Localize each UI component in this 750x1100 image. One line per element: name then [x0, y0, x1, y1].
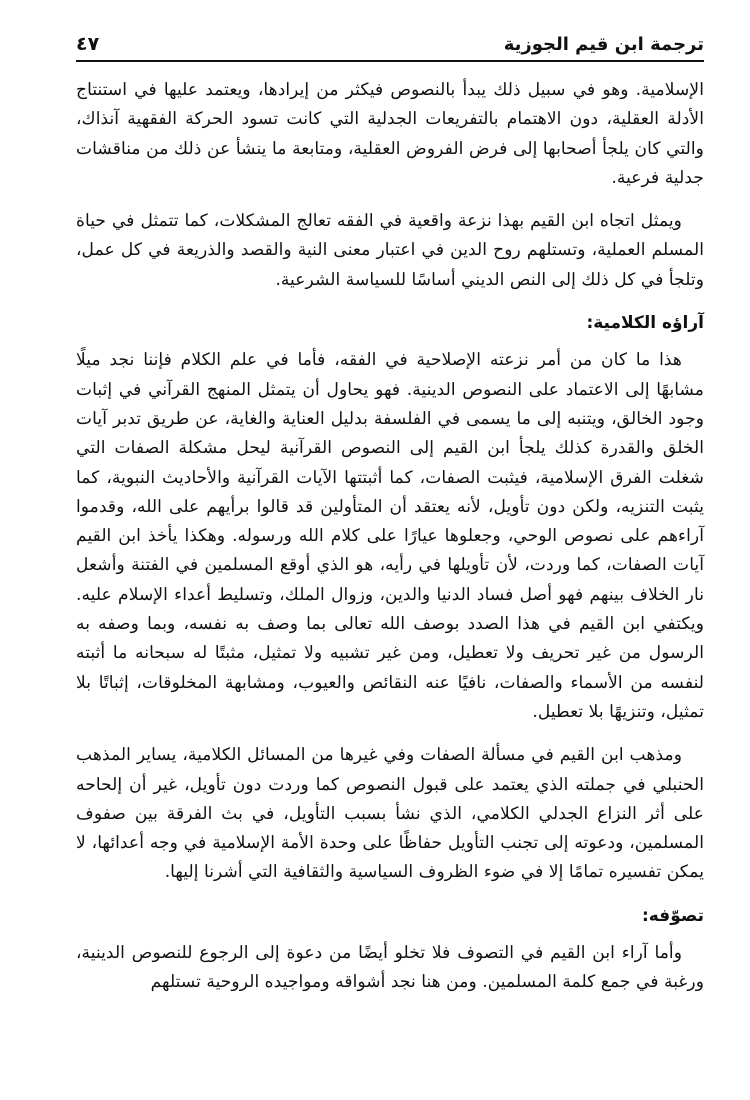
paragraph: وأما آراء ابن القيم في التصوف فلا تخلو أيضًا من دعوة إلى الرجوع للنصوص الدينية، ورغبة في جمع كلمة المسلمين. ومن هنا نجد أشواقه ومواجيده الروحية تستلهم: [76, 943, 704, 993]
running-title: ترجمة ابن قيم الجوزية: [503, 33, 704, 55]
paragraph: ويمثل اتجاه ابن القيم بهذا نزعة واقعية في الفقه تعالج المشكلات، كما تتمثل في حياة المسلم العملية، وتستلهم روح الدين في اعتبار معنى النية والقصد والذريعة في كل عمل، وتلجأ في كل ذلك إلى النص الديني أساسًا للسياسة الشرعية.: [76, 211, 704, 290]
paragraph: هذا ما كان من أمر نزعته الإصلاحية في الفقه، فأما في علم الكلام فإننا نجد ميلًا مشابهًا إلى الاعتماد على النصوص الدينية. فهو يحاول أن يتمثل المنهج القرآني في إثبات وجود الخالق، ويتنبه إلى ما يسمى في الفلسفة بدليل العناية والغاية، عن طريق تدبر آيات الخلق والقدرة كذلك يلجأ ابن القيم إلى النصوص القرآنية ليحل مشكلة الصفات التي شغلت الفرق الإسلامية، فيثبت الصفات، كما أثبتتها الآيات القرآنية والأحاديث النبوية، كما يثبت التنزيه، ولكن دون تأويل، لأنه يعتقد أن المتأولين قد قالوا برأيهم على الله، وقدموا آراءهم على نصوص الوحي، وجعلوها عيارًا على كلام الله ورسوله. وهكذا يأخذ ابن القيم آيات الصفات، كما وردت، لأن تأويلها في رأيه، هو الذي أوقع المسلمين في الفتنة وأشعل نار الخلاف بينهم فهو أصل فساد الدنيا والدين، وزوال الملك، وتسليط أعداء الإسلام عليه. ويكتفي ابن القيم في هذا الصدد بوصف الله تعالى بما وصف به نفسه، وبما وصفه به الرسول من غير تحريف ولا تعطيل، ومن غير تشبيه ولا تمثيل، مثبتًا له سبحانه ما أثبته لنفسه من الأسماء والصفات، نافيًا عنه النقائص والعيوب، ومشابهة المخلوقات، إثباتًا بلا تمثيل، وتنزيهًا بلا تعطيل.: [76, 350, 704, 722]
paragraph: الإسلامية. وهو في سبيل ذلك يبدأ بالنصوص فيكثر من إيرادها، ويعتمد عليها في استنتاج الأدلة العقلية، دون الاهتمام بالتفريعات الجدلية التي كانت تسود الحركة الفقهية آنذاك، والتي كان يلجأ أصحابها إلى فرض الفروض العقلية، ومتابعة ما ينشأ عن ذلك من مناقشات جدلية فرعية.: [76, 80, 704, 188]
page-body: [76, 76, 704, 998]
page-header: [76, 30, 704, 62]
paragraph: ومذهب ابن القيم في مسألة الصفات وفي غيرها من المسائل الكلامية، يساير المذهب الحنبلي في جملته الذي يعتمد على قبول النصوص كما وردت دون تأويل، غير أن إلحاحه على أثر النزاع الجدلي الكلامي، الذي نشأ بسبب التأويل، في بث الفرقة بين صفوف المسلمين، ودعوته إلى تجنب التأويل حفاظًا على وحدة الأمة الإسلامية في وجه أعدائها، لا يمكن تفسيره تمامًا إلا في ضوء الظروف السياسية والثقافية التي أشرنا إليها.: [76, 745, 704, 883]
section-heading: آراؤه الكلامية:: [586, 313, 704, 334]
section-heading: تصوّفه:: [641, 905, 704, 926]
page-number: ٤٧: [76, 33, 100, 55]
document-page: [76, 30, 704, 1080]
